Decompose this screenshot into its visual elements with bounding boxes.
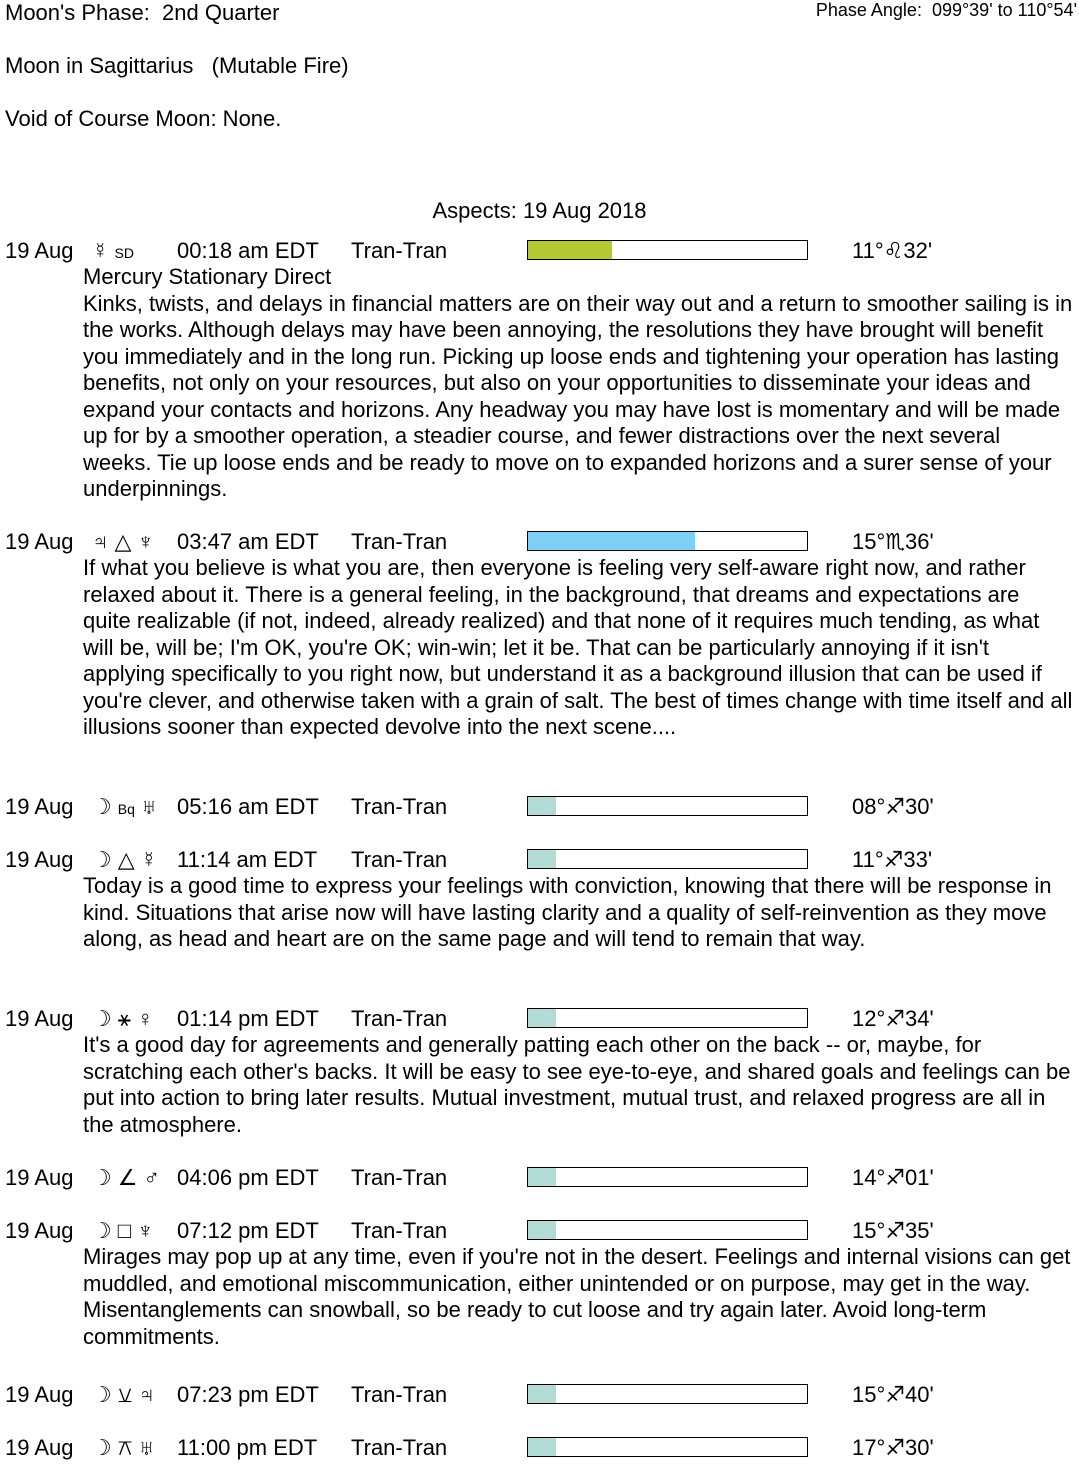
planet-glyph-icon: ☿: [140, 847, 158, 872]
aspect-time: 05:16 am EDT: [177, 794, 319, 819]
aspect-entry: [0, 1382, 1079, 1408]
aspect-time: 00:18 am EDT: [177, 238, 319, 263]
aspect-glyph-icon: ⚺: [117, 1382, 133, 1407]
aspect-glyph-icon: Bq: [117, 801, 135, 817]
planet-glyph-icon: ♂: [143, 1165, 160, 1190]
aspect-row: [0, 529, 1079, 555]
aspect-type: Tran-Tran: [351, 1382, 448, 1407]
aspect-row: [0, 1165, 1079, 1191]
planet-glyph-icon: ♃: [92, 529, 109, 554]
aspect-glyphs: [92, 847, 176, 873]
aspect-glyph-icon: ⚹: [117, 1006, 131, 1031]
aspect-entry: [0, 238, 1079, 503]
aspect-position: 15°♐35': [852, 1218, 934, 1243]
aspect-date: 19 Aug: [5, 794, 74, 819]
strength-bar: [527, 1008, 808, 1028]
aspect-glyphs: [92, 1006, 176, 1032]
aspect-date: 19 Aug: [5, 847, 74, 872]
aspect-glyph-icon: △: [117, 847, 135, 872]
aspect-glyph-icon: △: [114, 529, 132, 554]
planet-glyph-icon: ♆: [137, 1218, 154, 1243]
aspect-description: Mirages may pop up at any time, even if you're not in the desert. Feelings and internal visions can get muddled, and emotional miscommunication, either unintended or on purpose, may get in the way. Misentanglements can snowball, so be ready to cut loose and try again later. Avoid long-term commitments.: [83, 1244, 1071, 1349]
planet-glyph-icon: ☽: [92, 794, 112, 819]
strength-bar-fill: [528, 1385, 556, 1403]
aspect-type: Tran-Tran: [351, 1218, 448, 1243]
aspect-time: 11:00 pm EDT: [177, 1435, 318, 1460]
aspect-date: 19 Aug: [5, 529, 74, 554]
strength-bar: [527, 1167, 808, 1187]
aspects-title: Aspects: 19 Aug 2018: [432, 198, 647, 223]
aspect-entry: [0, 1165, 1079, 1191]
aspect-glyph-icon: ⚻: [117, 1435, 133, 1460]
aspect-glyphs: [92, 238, 176, 266]
aspect-row: [0, 1218, 1079, 1244]
strength-bar: [527, 531, 808, 551]
aspect-type: Tran-Tran: [351, 529, 448, 554]
strength-bar: [527, 1384, 808, 1404]
aspect-type: Tran-Tran: [351, 1435, 448, 1460]
aspect-glyph-icon: SD: [114, 245, 134, 261]
aspect-glyphs: [92, 529, 176, 555]
planet-glyph-icon: ☽: [92, 847, 112, 872]
aspect-position: 08°♐30': [852, 794, 934, 819]
aspect-time: 07:12 pm EDT: [177, 1218, 319, 1243]
aspect-glyphs: [92, 1218, 176, 1244]
moon-phase-label: Moon's Phase: 2nd Quarter: [5, 0, 280, 25]
aspect-glyphs: [92, 1165, 176, 1191]
strength-bar: [527, 849, 808, 869]
aspect-glyphs: [92, 1435, 176, 1461]
aspect-entry: [0, 1218, 1079, 1350]
aspect-row: [0, 238, 1079, 264]
aspect-time: 03:47 am EDT: [177, 529, 319, 554]
planet-glyph-icon: ☽: [92, 1218, 112, 1243]
aspect-row: [0, 1006, 1079, 1032]
aspect-time: 01:14 pm EDT: [177, 1006, 319, 1031]
strength-bar-fill: [528, 1009, 556, 1027]
aspect-time: 07:23 pm EDT: [177, 1382, 319, 1407]
strength-bar-fill: [528, 850, 556, 868]
aspect-position: 15°♏36': [852, 529, 934, 554]
aspect-row: [0, 1382, 1079, 1408]
moon-sign-label: Moon in Sagittarius (Mutable Fire): [5, 53, 349, 78]
aspect-date: 19 Aug: [5, 1006, 74, 1031]
strength-bar-fill: [528, 797, 556, 815]
strength-bar: [527, 240, 808, 260]
planet-glyph-icon: ♅: [138, 1435, 155, 1460]
aspect-date: 19 Aug: [5, 1165, 74, 1190]
phase-angle-label: Phase Angle: 099°39' to 110°54': [815, 0, 1077, 20]
strength-bar: [527, 1437, 808, 1457]
strength-bar-fill: [528, 532, 695, 550]
aspect-glyphs: [92, 1382, 176, 1408]
aspect-entry: [0, 1435, 1079, 1461]
planet-glyph-icon: ♀: [136, 1006, 154, 1031]
planet-glyph-icon: ♃: [138, 1382, 155, 1407]
aspect-position: 11°♐33': [852, 847, 933, 872]
aspect-glyphs: [92, 794, 176, 822]
aspect-position: 17°♐30': [852, 1435, 934, 1460]
aspect-row: [0, 847, 1079, 873]
aspect-description: It's a good day for agreements and generally patting each other on the back -- or, maybe, for scratching each other's backs. It will be easy to see eye-to-eye, and shared goals and feelings can be put into action to bring later results. Mutual investment, mutual trust, and relaxed progress are all in the atmosphere.: [83, 1032, 1071, 1137]
aspect-position: 15°♐40': [852, 1382, 934, 1407]
strength-bar-fill: [528, 1168, 556, 1186]
strength-bar-fill: [528, 1438, 556, 1456]
aspect-description: Today is a good time to express your feelings with conviction, knowing that there will be response in kind. Situations that arise now will have lasting clarity and a quality of self-reinvention as they move along, as head and heart are on the same page and will tend to remain that way.: [83, 873, 1052, 951]
planet-glyph-icon: ☿: [92, 238, 109, 263]
aspect-type: Tran-Tran: [351, 847, 448, 872]
planet-glyph-icon: ☽: [92, 1006, 112, 1031]
strength-bar-fill: [528, 241, 612, 259]
aspect-date: 19 Aug: [5, 1382, 74, 1407]
strength-bar: [527, 796, 808, 816]
aspect-entry: [0, 529, 1079, 741]
aspect-date: 19 Aug: [5, 238, 74, 263]
planet-glyph-icon: ♅: [140, 794, 158, 819]
aspect-time: 04:06 pm EDT: [177, 1165, 319, 1190]
aspect-row: [0, 1435, 1079, 1461]
aspect-row: [0, 794, 1079, 820]
aspect-time: 11:14 am EDT: [177, 847, 318, 872]
aspect-glyph-icon: ∠: [117, 1165, 138, 1190]
aspect-type: Tran-Tran: [351, 794, 448, 819]
aspect-date: 19 Aug: [5, 1218, 74, 1243]
strength-bar-fill: [528, 1221, 556, 1239]
aspect-position: 11°♌32': [852, 238, 933, 263]
planet-glyph-icon: ☽: [92, 1165, 112, 1190]
aspect-type: Tran-Tran: [351, 238, 448, 263]
planet-glyph-icon: ☽: [92, 1435, 112, 1460]
aspect-position: 14°♐01': [852, 1165, 934, 1190]
aspect-entry: [0, 847, 1079, 953]
aspect-entry: [0, 1006, 1079, 1138]
aspect-position: 12°♐34': [852, 1006, 934, 1031]
aspect-glyph-icon: □: [117, 1218, 132, 1243]
aspect-subtitle: Mercury Stationary Direct: [83, 264, 332, 289]
aspect-description: If what you believe is what you are, then everyone is feeling very self-aware right now, and rather relaxed about it. There is a general feeling, in the background, that dreams and expectations are quite realizable (if not, indeed, already realized) and that none of it requires much tending, as what will be, will be; I'm OK, you're OK; win-win; let it be. That can be particularly annoying if it isn't applying specifically to you right now, but understand it as a background illusion that can be used if you're clever, and otherwise taken with a grain of salt. The best of times change with time itself and all illusions sooner than expected devolve into the next scene....: [83, 555, 1073, 739]
strength-bar: [527, 1220, 808, 1240]
aspect-type: Tran-Tran: [351, 1165, 448, 1190]
void-of-course-label: Void of Course Moon: None.: [5, 106, 282, 131]
aspect-date: 19 Aug: [5, 1435, 74, 1460]
planet-glyph-icon: ☽: [92, 1382, 112, 1407]
aspect-description: Kinks, twists, and delays in financial matters are on their way out and a return to smoother sailing is in the works. Although delays may have been annoying, the resolutions they have brought will benefit you immediately and in the long run. Picking up loose ends and tightening your operation has lasting benefits, not only on your resources, but also on your opportunities to disseminate your ideas and expand your contacts and horizons. Any headway you may have lost is momentary and will be made up for by a smoother operation, a steadier course, and fewer distractions over the next several weeks. Tie up loose ends and be ready to move on to expanded horizons and a surer sense of your underpinnings.: [83, 290, 1073, 501]
aspect-entry: [0, 794, 1079, 820]
aspect-type: Tran-Tran: [351, 1006, 448, 1031]
planet-glyph-icon: ♆: [137, 529, 154, 554]
